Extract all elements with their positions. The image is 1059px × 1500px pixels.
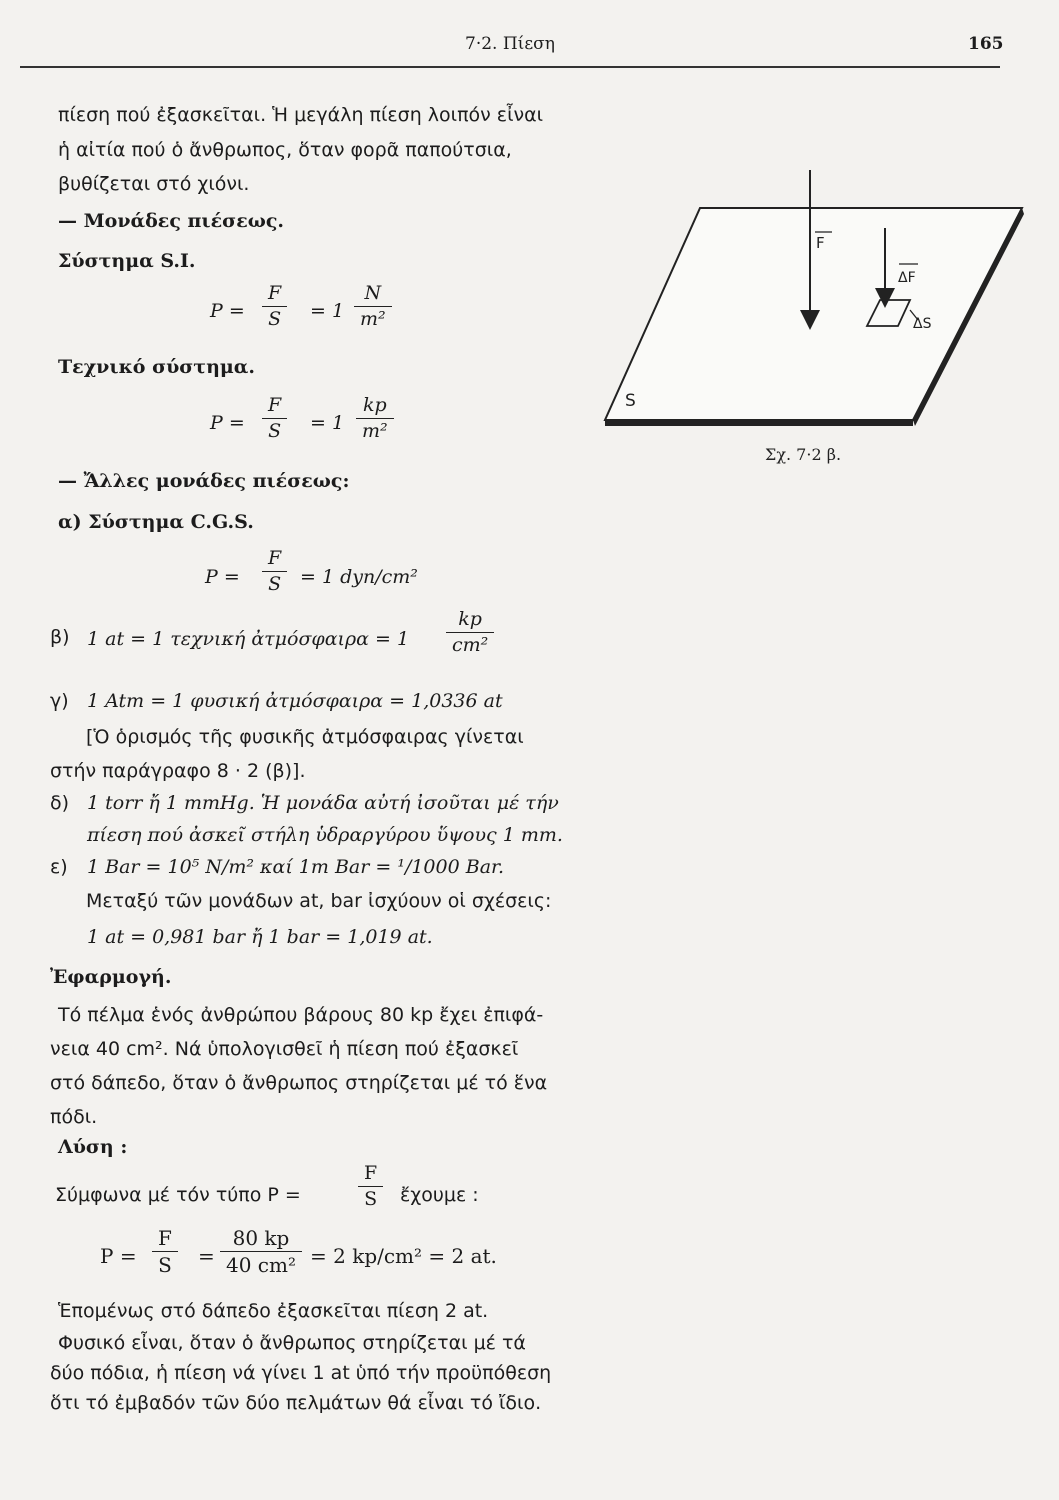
beta-unit-den: cm² — [452, 633, 489, 656]
running-header: 7·2. Πίεση — [465, 34, 555, 54]
tech-fraction — [262, 394, 287, 443]
si-num: F — [262, 282, 287, 307]
units-heading: — Μονάδες πιέσεως. — [58, 210, 285, 232]
calc-fraction-2 — [220, 1226, 302, 1278]
gamma-text: 1 Atm = 1 φυσική ἀτμόσφαιρα = 1,0336 at — [87, 690, 503, 712]
gamma-note-2: στήν παράγραφο 8 · 2 (β)]. — [50, 760, 306, 782]
tech-lhs: P = — [210, 412, 245, 434]
tech-label: Τεχνικό σύστημα. — [58, 356, 256, 378]
si-unit-fraction — [354, 282, 392, 331]
si-unit-num: N — [354, 282, 392, 307]
tech-num: F — [262, 394, 287, 419]
cgs-fraction — [262, 547, 287, 596]
application-line-1: Τό πέλμα ἑνός ἀνθρώπου βάρους 80 kp ἔχει ἐπιφά- — [58, 1004, 544, 1026]
calc-num-1: F — [152, 1226, 178, 1252]
beta-unit-fraction — [446, 608, 494, 657]
cgs-num: F — [262, 547, 287, 572]
intro-line-1: πίεση πού ἐξασκεῖται. Ἡ μεγάλη πίεση λοιπόν εἶναι — [58, 104, 544, 126]
application-heading: Ἐφαρμογή. — [50, 966, 172, 988]
solution-formula-num: F — [358, 1162, 383, 1187]
si-lhs: P = — [210, 300, 245, 322]
tech-unit-num: kp — [356, 394, 394, 419]
application-line-3: στό δάπεδο, ὅταν ὁ ἄνθρωπος στηρίζεται μέ τό ἕνα — [50, 1072, 548, 1094]
plane-edge — [605, 420, 913, 426]
conclusion-line-2: Φυσικό εἶναι, ὅταν ὁ ἄνθρωπος στηρίζεται μέ τά — [58, 1332, 526, 1354]
epsilon-text: 1 Bar = 10⁵ N/m² καί 1m Bar = ¹/1000 Bar. — [87, 856, 505, 878]
figure-caption: Σχ. 7·2 β. — [765, 445, 842, 464]
solution-formula-den: S — [364, 1187, 378, 1210]
beta-marker: β) — [50, 626, 70, 648]
delta-marker: δ) — [50, 792, 70, 814]
gamma-marker: γ) — [50, 690, 69, 712]
tech-unit-fraction — [356, 394, 394, 443]
label-S: S — [625, 391, 636, 411]
beta-text: 1 at = 1 τεχνική ἀτμόσφαιρα = 1 — [87, 628, 410, 650]
cgs-den: S — [268, 572, 282, 595]
label-F: F — [816, 234, 825, 252]
si-den: S — [268, 307, 282, 330]
label-dF: ΔF — [898, 270, 916, 286]
intro-line-3: βυθίζεται στό χιόνι. — [58, 173, 250, 195]
calc-result: = 2 kp/cm² = 2 at. — [310, 1244, 497, 1268]
si-fraction — [262, 282, 287, 331]
intro-line-2: ἡ αἰτία πού ὁ ἄνθρωπος, ὅταν φορᾶ παπούτσια, — [58, 139, 512, 161]
tech-unit-den: m² — [362, 419, 388, 442]
page-number: 165 — [968, 34, 1004, 54]
conclusion-line-4: ὅτι τό ἐμβαδόν τῶν δύο πελμάτων θά εἶναι τό ἴδιο. — [50, 1392, 542, 1414]
si-unit-den: m² — [360, 307, 386, 330]
solution-formula-prefix: Σύμφωνα μέ τόν τύπο P = — [55, 1184, 301, 1206]
si-eq: = 1 — [310, 300, 345, 322]
solution-formula-suffix: ἔχουμε : — [400, 1184, 479, 1206]
application-line-2: νεια 40 cm². Νά ὑπολογισθεῖ ἡ πίεση πού ἐξασκεῖ — [50, 1038, 519, 1060]
calc-eq: = — [198, 1244, 215, 1268]
other-units-heading: — Ἄλλες μονάδες πιέσεως: — [58, 470, 350, 492]
relations-text: Μεταξύ τῶν μονάδων at, bar ἰσχύουν οἱ σχέσεις: — [86, 890, 552, 912]
gamma-note-1: [Ὁ ὁρισμός τῆς φυσικῆς ἀτμόσφαιρας γίνεται — [86, 726, 524, 748]
solution-formula-fraction — [358, 1162, 383, 1211]
delta-line-2: πίεση πού ἀσκεῖ στήλη ὑδραργύρου ὕψους 1 mm. — [87, 824, 563, 846]
application-line-4: πόδι. — [50, 1106, 98, 1128]
calc-den-1: S — [158, 1253, 172, 1277]
calc-fraction-1 — [152, 1226, 178, 1278]
conclusion-line-3: δύο πόδια, ἡ πίεση νά γίνει 1 at ὑπό τήν προϋπόθεση — [50, 1362, 552, 1384]
tech-eq: = 1 — [310, 412, 345, 434]
relations-formula: 1 at = 0,981 bar ἤ 1 bar = 1,019 at. — [87, 926, 433, 948]
calc-num-2: 80 kp — [220, 1226, 302, 1252]
solution-heading: Λύση : — [58, 1136, 128, 1158]
surface-plane — [605, 208, 1022, 420]
delta-line-1: 1 torr ἤ 1 mmHg. Ἡ μονάδα αὐτή ἰσοῦται μέ τήν — [87, 792, 559, 814]
cgs-lhs: P = — [205, 566, 240, 588]
cgs-label: α) Σύστημα C.G.S. — [58, 511, 254, 533]
header-rule — [20, 66, 1000, 68]
calc-lhs: P = — [100, 1244, 137, 1268]
pressure-figure — [590, 170, 1040, 480]
si-label: Σύστημα S.I. — [58, 250, 196, 272]
label-dS: ΔS — [913, 316, 932, 332]
epsilon-marker: ε) — [50, 856, 68, 878]
cgs-rhs: = 1 dyn/cm² — [300, 566, 418, 588]
beta-unit-num: kp — [446, 608, 494, 633]
tech-den: S — [268, 419, 282, 442]
conclusion-line-1: Ἑπομένως στό δάπεδο ἐξασκεῖται πίεση 2 at. — [58, 1300, 489, 1322]
calc-den-2: 40 cm² — [226, 1253, 296, 1277]
